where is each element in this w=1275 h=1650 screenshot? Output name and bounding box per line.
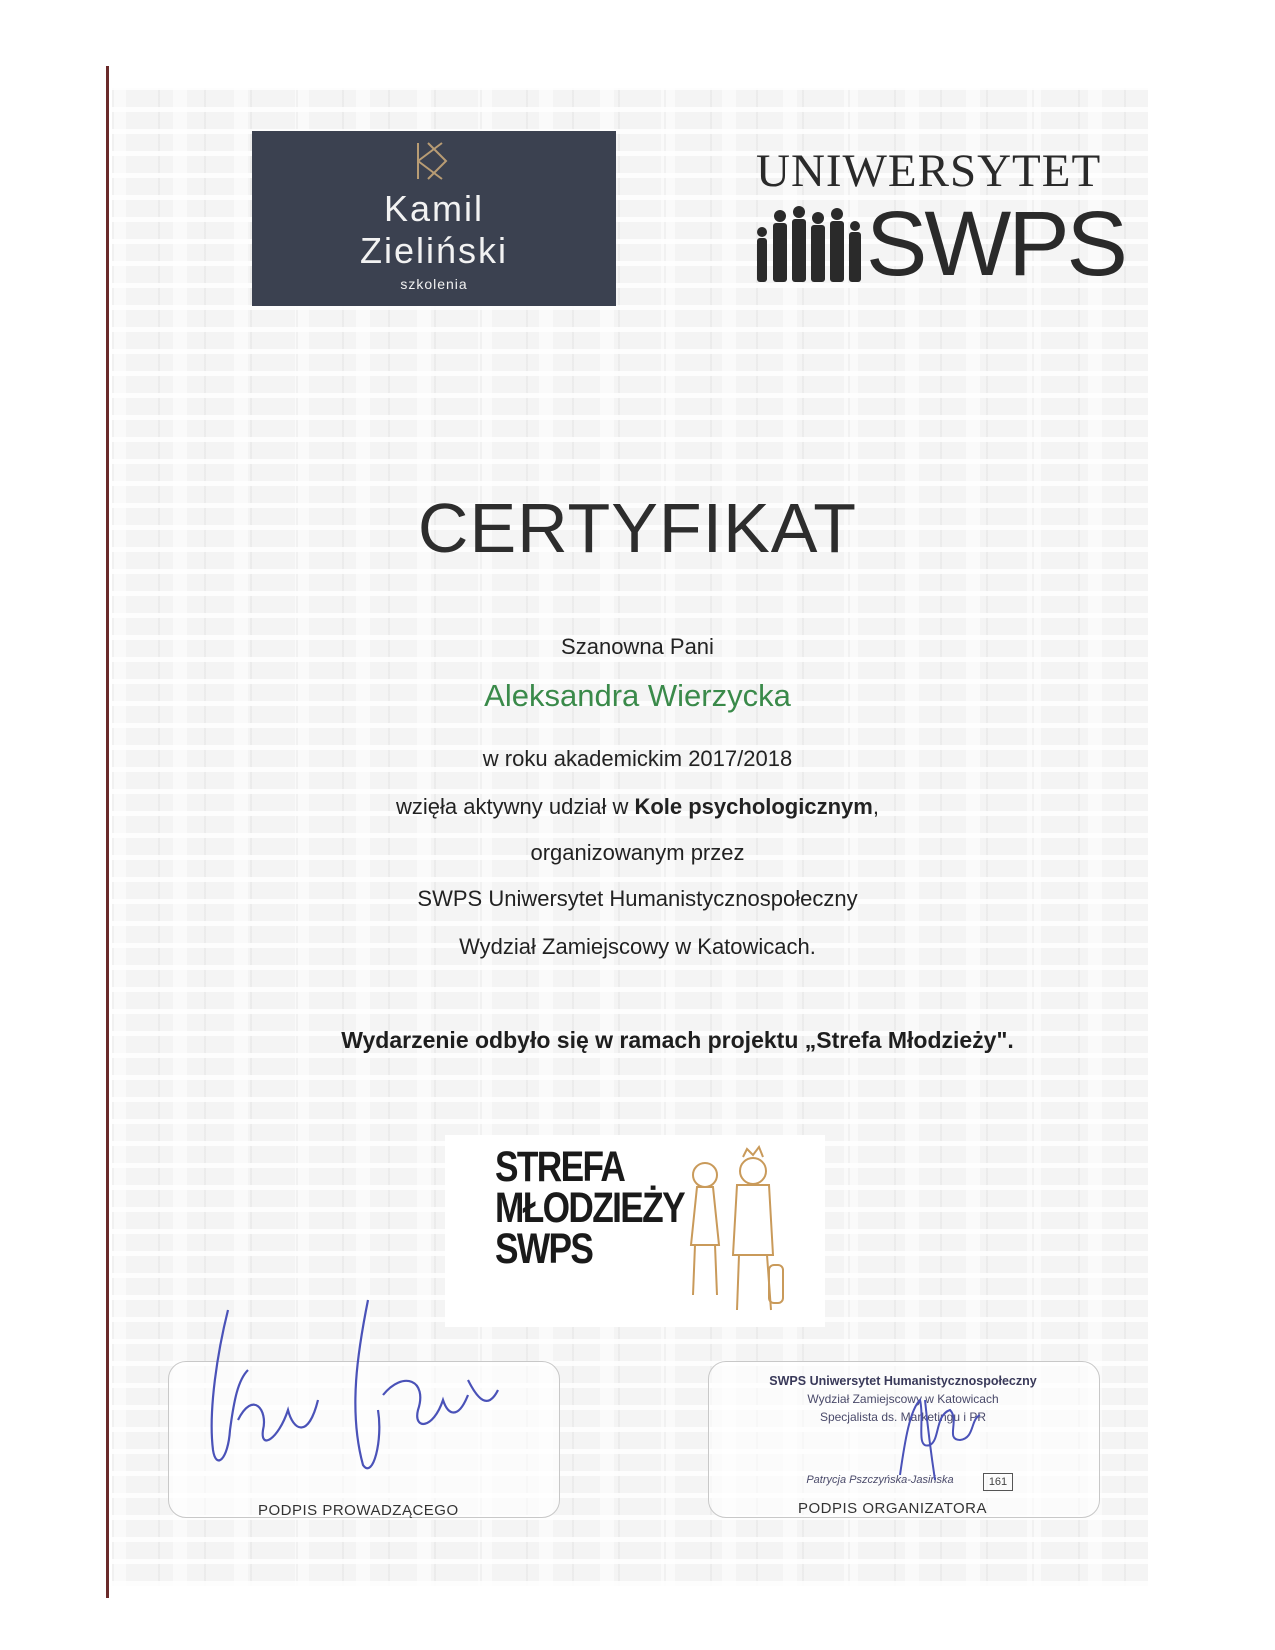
strefa-line1: STREFA [495, 1143, 625, 1191]
faculty-line: Wydział Zamiejscowy w Katowicach. [459, 934, 816, 959]
academic-year-line: w roku akademickim 2017/2018 [482, 746, 793, 771]
circle-name: Kole psychologicznym [634, 794, 873, 819]
strefa-line2: MŁODZIEŻY [495, 1184, 684, 1232]
kamil-zielinski-logo [252, 131, 616, 306]
kamil-logo-line1: Kamil [383, 188, 485, 229]
participation-line [0, 794, 1275, 820]
kamil-logo-sub: szkolenia [400, 276, 468, 292]
university-line: SWPS Uniwersytet Humanistycznospołeczny [417, 886, 858, 911]
swps-people-icon [752, 204, 864, 284]
instructor-signature-label: PODPIS PROWADZĄCEGO [258, 1502, 459, 1519]
stamp-line3: Specjalista ds. Marketingu i PR [819, 1410, 987, 1424]
stamp-line2: Wydział Zamiejscowy w Katowicach [807, 1392, 999, 1406]
certificate-title: CERTYFIKAT [417, 489, 858, 567]
youth-figures-icon [677, 1145, 787, 1320]
strefa-logo-text [495, 1143, 684, 1273]
salutation: Szanowna Pani [561, 634, 714, 659]
organizer-signature-label: PODPIS ORGANIZATORA [798, 1500, 987, 1517]
stamp-name: Patrycja Pszczyńska-Jasińska [806, 1474, 954, 1486]
recipient-name: Aleksandra Wierzycka [484, 678, 791, 713]
organizer-line: organizowanym przez [530, 840, 745, 865]
organizer-signature [880, 1380, 990, 1490]
strefa-line3: SWPS [495, 1225, 593, 1273]
event-line: Wydarzenie odbyło się w ramach projektu „Strefa Młodzieży". [341, 1027, 1014, 1053]
participation-comma: , [872, 794, 879, 819]
swps-logo-word: SWPS [866, 193, 1125, 295]
participation-text: wzięła aktywny udział w [396, 794, 635, 819]
kamil-logo-line2: Zieliński [359, 230, 509, 271]
kz-monogram-icon [414, 141, 450, 181]
page-edge-line [106, 66, 109, 1598]
swps-logo-top: UNIWERSYTET [756, 145, 1102, 197]
stamp-number: 161 [983, 1473, 1013, 1491]
stamp-line1: SWPS Uniwersytet Humanistycznospołeczny [769, 1374, 1037, 1388]
instructor-signature [168, 1290, 568, 1490]
